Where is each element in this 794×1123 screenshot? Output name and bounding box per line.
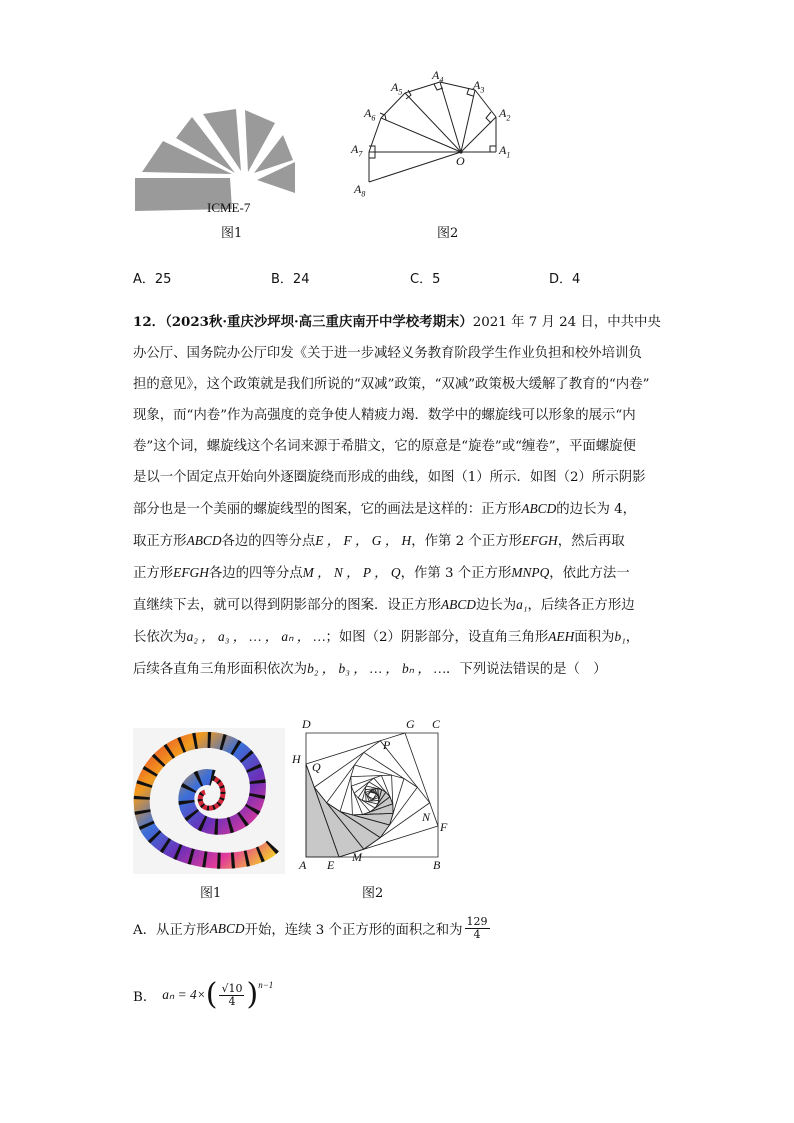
option-b-prefix: B．	[133, 989, 157, 1005]
label-A8: $A_8$	[354, 182, 366, 199]
q12-option-a[interactable]	[133, 916, 492, 941]
label-Q: Q	[312, 760, 321, 774]
option-b-lhs: aₙ = 4×	[162, 987, 206, 1002]
q12-line-7: 部分也是一个美丽的螺旋线型的图案，它的画法是这样的：正方形ABCD的边长为 4，	[133, 501, 637, 517]
label-H: H	[292, 752, 301, 766]
q12-stem	[133, 307, 673, 685]
label-A: A	[299, 858, 307, 872]
label-P: P	[383, 738, 391, 752]
option-a-prefix: A．从正方形	[133, 923, 210, 938]
fig1-top-caption: 图1	[221, 226, 243, 241]
q12-option-b[interactable]	[133, 977, 274, 1012]
q12-line-6: 是以一个固定点开始向外逐圈旋绕而形成的曲线，如图（1）所示．如图（2）所示阴影	[133, 470, 646, 485]
q11-option-b[interactable]: B．24	[271, 272, 310, 287]
option-a-abcd: ABCD	[209, 920, 245, 936]
label-D: D	[302, 717, 311, 731]
option-b-paren: (	[205, 977, 218, 1012]
label-N: N	[422, 810, 431, 824]
q11-option-a[interactable]: A．25	[133, 272, 172, 287]
q11-option-d[interactable]: D．4	[549, 272, 581, 287]
fig2-top-caption: 图2	[437, 226, 459, 241]
nested-squares-figure	[304, 731, 440, 859]
icme7-label: ICME-7	[207, 200, 251, 215]
label-O: O	[456, 154, 465, 168]
icme7-figure	[133, 105, 298, 215]
q12-line-9: 正方形EFGH各边的四等分点M ， N ， P ， Q，作第 3 个正方形MNPQ，依此方法一	[133, 565, 630, 581]
label-C: C	[432, 717, 441, 731]
option-a-fraction: $\frac{129}{4}$	[466, 915, 488, 941]
q12-line-5: 卷”这个词，螺旋线这个名词来源于希腊文，它的原意是“旋卷”或“缠卷”，平面螺旋便	[133, 439, 636, 454]
label-A1: $A_1$	[499, 143, 511, 160]
q12-line-10: 直继续下去，就可以得到阴影部分的图案．设正方形ABCD边长为a₁，后续各正方形边	[133, 597, 635, 613]
q12-line-8: 取正方形ABCD各边的四等分点E ， F ， G ， H，作第 2 个正方形EFGH，然后再取	[133, 533, 625, 549]
label-A2: $A_2$	[499, 106, 511, 123]
colored-spiral-figure	[133, 728, 285, 874]
option-a-suffix: 开始，连续 3 个正方形的面积之和为	[244, 923, 463, 938]
q12-line-12: 后续各直角三角形面积依次为b₂ ， b₃ ， … ， bₙ ， …．下列说法错误的是（ ）	[133, 661, 607, 677]
label-G: G	[406, 717, 415, 731]
q11-option-c[interactable]: C．5	[410, 272, 441, 287]
label-M: M	[352, 850, 362, 864]
option-b-fraction: $\frac{√10}{4}$	[221, 981, 243, 1008]
q12-line-11: 长依次为a₂ ， a₃ ， … ， aₙ ， …；如图（2）阴影部分，设直角三角形AEH面积为b₁，	[133, 629, 640, 645]
label-A7: $A_7$	[351, 142, 363, 159]
label-A4: $A_4$	[432, 68, 444, 85]
fig1-bottom-caption: 图1	[200, 886, 222, 901]
q12-line-4: 现象，而“内卷”作为高强度的竞争使人精疲力竭．数学中的螺旋线可以形象的展示“内	[133, 408, 636, 423]
q12-line-3: 担的意见》，这个政策就是我们所说的“双减”政策，“双减”政策极大缓解了教育的“内卷”	[133, 377, 650, 392]
label-A5: $A_5$	[391, 80, 403, 97]
label-A6: $A_6$	[364, 106, 376, 123]
label-B: B	[433, 858, 441, 872]
q12-line-1: 12．（2023秋·重庆沙坪坝·高三重庆南开中学校考期末）2021 年 7 月 24 日，中共中央	[133, 314, 661, 330]
option-b-paren-close: )	[246, 977, 259, 1012]
q12-line-2: 办公厅、国务院办公厅印发《关于进一步减轻义务教育阶段学生作业负担和校外培训负	[133, 346, 642, 361]
label-A3: $A_3$	[473, 78, 485, 95]
label-F: F	[440, 820, 448, 834]
option-b-exponent: n−1	[258, 980, 274, 990]
fig2-bottom-caption: 图2	[362, 886, 384, 901]
label-E: E	[327, 858, 335, 872]
